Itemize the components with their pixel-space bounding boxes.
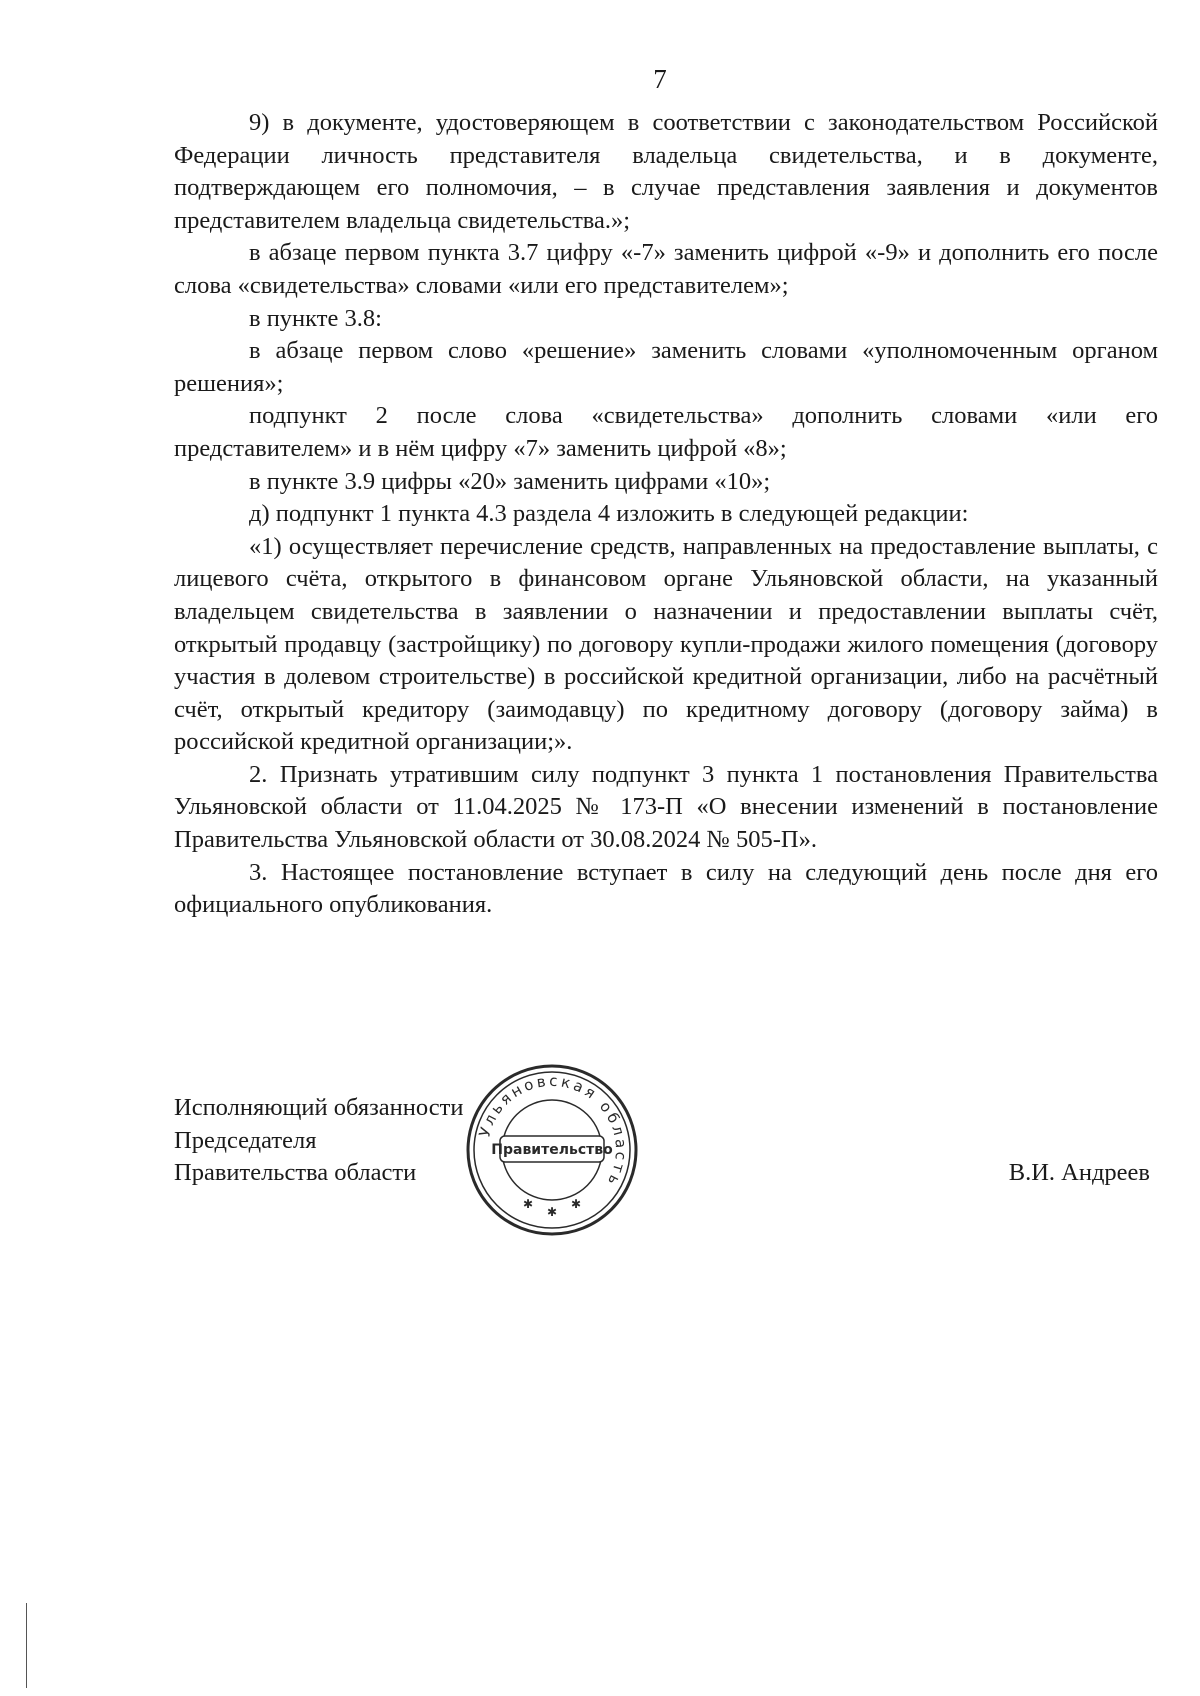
document-body — [174, 107, 1158, 922]
paragraph: д) подпункт 1 пункта 4.3 раздела 4 изложить в следующей редакции: — [249, 500, 969, 528]
star-icon: ✱ — [522, 1197, 534, 1211]
position-line: Правительства области — [174, 1159, 417, 1187]
paragraph: 3. Настоящее постановление вступает в силу на следующий день после дня его официального опубликования. — [174, 858, 1158, 919]
paragraph: «1) осуществляет перечисление средств, направленных на предоставление выплаты, с лицевого счёта, открытого в финансовом органе Ульяновской области, на указанный владельцем свидетельства в заявлении о назначении и предоставлении выплаты счёт, открытый продавцу (застройщику) по договору купли-продажи жилого помещения (договору участия в долевом строительстве) в российской кредитной организации, либо на расчётный счёт, открытый кредитору (заимодавцу) по кредитному договору (договору займа) в российской кредитной организации;». — [174, 532, 1158, 756]
paragraph: 2. Признать утратившим силу подпункт 3 пункта 1 постановления Правительства Ульяновской области от 11.04.2025 № 173-П «О внесении изменений в постановление Правительства Ульяновской области от 30.08.2024 № 505-П». — [174, 760, 1158, 854]
star-icon: ✱ — [570, 1197, 582, 1211]
seal-center-text: Правительство — [491, 1142, 613, 1158]
paragraph: в абзаце первом слово «решение» заменить словами «уполномоченным органом решения»; — [174, 337, 1158, 397]
seal-ring-text: Ульяновская область — [475, 1071, 631, 1191]
position-line: Исполняющий обязанности — [174, 1094, 464, 1121]
star-icon: ✱ — [546, 1205, 558, 1219]
signature-block — [174, 1071, 1158, 1242]
position-line: Председателя — [174, 1126, 317, 1154]
paragraph: в пункте 3.9 цифры «20» заменить цифрами «10»; — [249, 467, 771, 495]
paragraph: подпункт 2 после слова «свидетельства» дополнить словами «или его представителем» и в нём цифру «7» заменить цифрой «8»; — [174, 402, 1158, 462]
page-number: 7 — [653, 64, 667, 94]
signatory-position — [174, 1092, 463, 1190]
margin-line — [26, 1603, 27, 1688]
paragraph: в пункте 3.8: — [249, 304, 382, 332]
official-seal — [464, 1062, 640, 1238]
signatory-name: В.И. Андреев — [1008, 1159, 1150, 1186]
paragraph: 9) в документе, удостоверяющем в соответствии с законодательством Российской Федерации личность представителя владельца свидетельства, и в документе, подтверждающем его полномочия, – в случае представления заявления и документов представителем владельца свидетельства.»; — [174, 109, 1158, 234]
paragraph: в абзаце первом пункта 3.7 цифру «-7» заменить цифрой «-9» и дополнить его после слова «свидетельства» словами «или его представителем»; — [174, 239, 1158, 299]
